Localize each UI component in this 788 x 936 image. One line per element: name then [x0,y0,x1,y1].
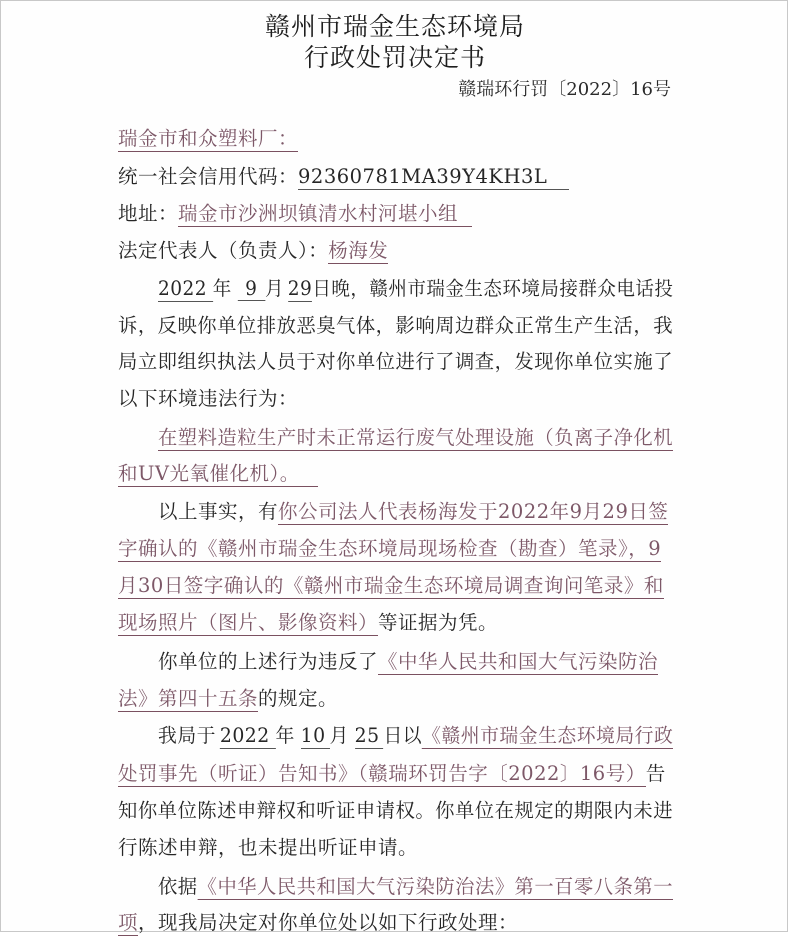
basis-text-2-post: ，现我局决定对你单位处以如下行政处理： [138,911,519,934]
evidence-text-4-underlined: 现场照片（图片、影像资料） [118,611,379,634]
incident-year: 2022 [158,277,213,302]
credit-code-label: 统一社会信用代码： [118,165,299,188]
address-line [118,198,472,226]
credit-code-line [118,161,569,189]
legal-rep-line [118,235,388,263]
violation-text-1: 在塑料造粒生产时未正常运行废气处理设施（负离子净化机 [158,426,674,449]
basis-text-2-underlined: 项 [118,911,139,934]
notice-day: 25 [355,724,384,749]
document-number: 赣瑞环行罚〔2022〕16号 [458,79,671,100]
law-text-1-pre: 你单位的上述行为违反了 [158,650,379,673]
evidence-line-3 [118,570,664,598]
law-text-2-underlined: 法》第四十五条 [118,687,259,710]
notice-line-3: 知你单位陈述申辩权和听证申请权。你单位在规定的期限内未进 [118,799,674,822]
legal-rep-name: 杨海发 [328,239,389,262]
paragraph-incident-line-2: 诉，反映你单位排放恶臭气体，影响周边群众正常生产生活，我 [118,314,674,337]
party-name-text: 瑞金市和众塑料厂： [118,127,299,150]
violation-line-2 [118,458,318,486]
law-line-2 [118,683,338,711]
notice-line-1 [158,720,673,748]
incident-day: 29 [287,277,313,300]
notice-text-2-post: 告 [645,762,666,785]
evidence-line-1 [158,496,668,524]
notice-yue: 月 [329,724,349,747]
notice-line-2 [118,758,666,786]
legal-rep-label: 法定代表人（负责人）： [118,239,329,262]
evidence-line-2 [118,533,661,561]
notice-year: 2022 [220,724,276,749]
law-line-1 [158,646,658,674]
incident-month: 9 [237,277,264,301]
evidence-line-4 [118,607,498,635]
law-text-1-underlined: 《中华人民共和国大气污染防治 [378,650,659,673]
law-text-2-post: 的规定。 [258,687,339,710]
notice-text-1-underlined: 《赣州市瑞金生态环境局行政 [422,724,674,747]
address-value: 瑞金市沙洲坝镇清水村河堪小组 [178,202,472,227]
evidence-text-2: 字确认的《赣州市瑞金生态环境局现场检查（勘查）笔录》，9 [118,537,662,560]
paragraph-incident-line-3: 局立即组织执法人员于对你单位进行了调查，发现你单位实施了 [118,350,674,373]
violation-text-2: 和UV光氧催化机）。 [118,462,318,487]
violation-line-1 [158,422,673,450]
credit-code-value: 92360781MA39Y4KH3L [298,165,569,190]
paragraph-incident-line-1 [158,273,673,301]
document-title: 行政处罚决定书 [303,43,486,72]
notice-line-4: 行陈述申辩，也未提出听证申请。 [118,836,419,859]
basis-line-2 [118,907,518,935]
address-label: 地址： [118,202,179,225]
notice-nian: 年 [275,724,295,747]
notice-text-1-pre: 我局于 [158,724,216,747]
evidence-text-1-underlined: 你公司法人代表杨海发于2022年9月29日签 [278,500,669,523]
evidence-text-3: 月30日签字确认的《赣州市瑞金生态环境局调查询问笔录》和 [118,574,664,597]
incident-yue: 月 [264,277,284,300]
basis-line-1 [158,871,673,899]
basis-text-1-underlined: 《中华人民共和国大气污染防治法》第一百零八条第一 [197,875,674,898]
incident-nian: 年 [212,277,232,300]
incident-text-1: 日晚，赣州市瑞金生态环境局接群众电话投 [312,277,674,300]
party-name [118,123,298,151]
notice-text-2-underlined: 处罚事先（听证）告知书》（赣瑞环罚告字〔2022〕16号） [118,762,646,785]
evidence-text-1-pre: 以上事实，有 [158,500,279,523]
paragraph-incident-line-4: 以下环境违法行为： [118,387,299,410]
notice-month: 10 [301,724,330,749]
evidence-text-4-post: 等证据为凭。 [378,611,499,634]
notice-ri-yi: 日以 [383,724,423,747]
basis-text-1-pre: 依据 [158,875,198,898]
document-title-agency: 赣州市瑞金生态环境局 [264,12,525,41]
